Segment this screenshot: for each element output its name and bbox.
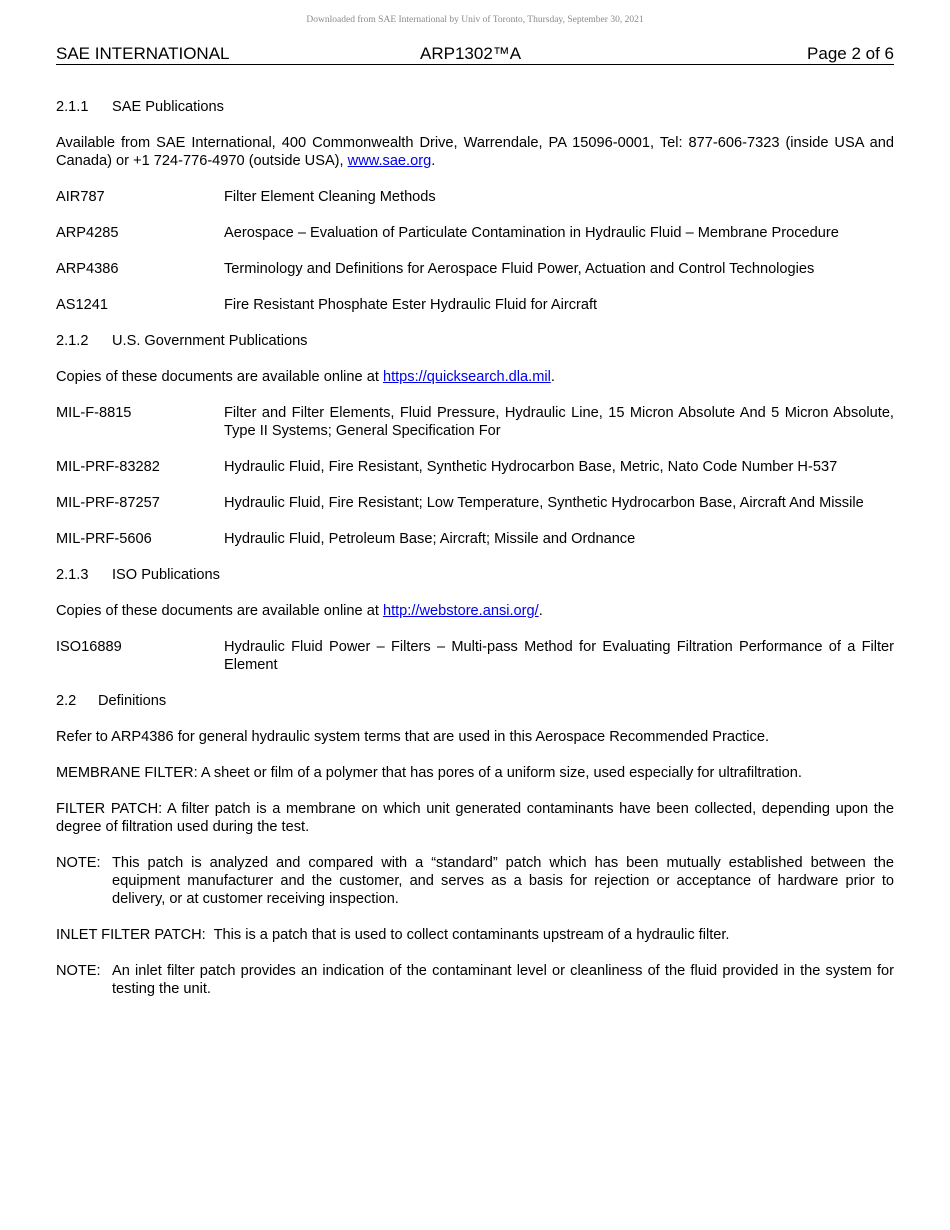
reference-title: Filter and Filter Elements, Fluid Pressure, Hydraulic Line, 15 Micron Absolute And 5 Micron Absolute, Type II Systems; General Specification For [224, 405, 894, 439]
reference-id: ARP4285 [56, 225, 119, 241]
ansi-webstore-link[interactable]: http://webstore.ansi.org/ [382, 603, 539, 619]
reference-title: Filter Element Cleaning Methods [224, 189, 436, 205]
note-text: This patch is analyzed and compared with a “standard” patch which has been mutually established between the equipment manufacturer and the customer, and serves as a basis for rejection or acceptance of hardware prior to delivery, or at customer receiving inspection. [112, 855, 894, 907]
reference-title: Hydraulic Fluid, Fire Resistant; Low Temperature, Synthetic Hydrocarbon Base, Aircraft And Missile [224, 495, 864, 511]
document-body [56, 98, 894, 1016]
reference-id: MIL-F-8815 [56, 405, 132, 421]
definition-filter-patch: FILTER PATCH: A filter patch is a membrane on which unit generated contaminants have been collected, depending upon the degree of filtration used during the test. [56, 801, 894, 835]
reference-row [56, 638, 894, 674]
reference-row [56, 188, 894, 206]
reference-id: ISO16889 [56, 639, 122, 655]
reference-row [56, 224, 894, 242]
iso-availability-paragraph [56, 602, 894, 620]
definitions-intro: Refer to ARP4386 for general hydraulic system terms that are used in this Aerospace Recommended Practice. [56, 729, 770, 745]
reference-row [56, 494, 894, 512]
reference-id: ARP4386 [56, 261, 119, 277]
reference-title: Hydraulic Fluid Power – Filters – Multi-pass Method for Evaluating Filtration Performance of a Filter Element [224, 639, 894, 673]
reference-id: AS1241 [56, 297, 108, 313]
section-heading-2-1-3 [56, 566, 894, 584]
punctuation: . [538, 603, 543, 619]
reference-title: Hydraulic Fluid, Petroleum Base; Aircraft; Missile and Ordnance [224, 531, 636, 547]
sae-website-link[interactable]: www.sae.org [347, 153, 432, 169]
reference-title: Terminology and Definitions for Aerospace Fluid Power, Actuation and Control Technologies [224, 261, 815, 277]
dla-quicksearch-link[interactable]: https://quicksearch.dla.mil [382, 369, 551, 385]
page-header [56, 44, 894, 65]
note-label: NOTE: [56, 855, 101, 871]
section-title: Definitions [98, 693, 167, 709]
section-title: ISO Publications [112, 567, 220, 583]
reference-row [56, 260, 894, 278]
definition-inlet-filter-patch: INLET FILTER PATCH: This is a patch that is used to collect contaminants upstream of a hydraulic filter. [56, 927, 730, 943]
reference-id: AIR787 [56, 189, 105, 205]
section-number: 2.1.1 [56, 99, 89, 115]
header-document-number: ARP1302™A [420, 44, 522, 63]
gov-availability-paragraph [56, 368, 894, 386]
note-label: NOTE: [56, 963, 101, 979]
paragraph-text: Available from SAE International, 400 Commonwealth Drive, Warrendale, PA 15096-0001, Tel: 877-606-7323 (inside USA and Canada) or +1 724-776-4970 (outside USA), [56, 135, 894, 169]
reference-title: Hydraulic Fluid, Fire Resistant, Synthetic Hydrocarbon Base, Metric, Nato Code Number H-537 [224, 459, 838, 475]
section-heading-2-1-2 [56, 332, 894, 350]
reference-title: Fire Resistant Phosphate Ester Hydraulic Fluid for Aircraft [224, 297, 598, 313]
section-heading-2-2 [56, 692, 894, 710]
header-page-number: Page 2 of 6 [807, 44, 894, 63]
reference-row [56, 404, 894, 440]
reference-row [56, 296, 894, 314]
reference-row [56, 530, 894, 548]
reference-id: MIL-PRF-83282 [56, 459, 160, 475]
section-number: 2.1.2 [56, 333, 89, 349]
reference-row [56, 458, 894, 476]
section-heading-2-1-1 [56, 98, 894, 116]
punctuation: . [550, 369, 555, 385]
reference-title: Aerospace – Evaluation of Particulate Contamination in Hydraulic Fluid – Membrane Procedure [224, 225, 839, 241]
download-watermark: Downloaded from SAE International by Univ of Toronto, Thursday, September 30, 2021 [306, 15, 644, 25]
note-text: An inlet filter patch provides an indication of the contaminant level or cleanliness of the fluid provided in the system for testing the unit. [112, 963, 894, 997]
section-number: 2.2 [56, 693, 77, 709]
sae-availability-paragraph [56, 134, 894, 170]
reference-id: MIL-PRF-87257 [56, 495, 160, 511]
section-number: 2.1.3 [56, 567, 89, 583]
section-title: U.S. Government Publications [112, 333, 308, 349]
note-block [56, 962, 894, 998]
definition-membrane-filter: MEMBRANE FILTER: A sheet or film of a polymer that has pores of a uniform size, used especially for ultrafiltration. [56, 765, 802, 781]
header-publisher: SAE INTERNATIONAL [56, 44, 230, 63]
section-title: SAE Publications [112, 99, 224, 115]
paragraph-text: Copies of these documents are available online at [56, 369, 379, 385]
note-block [56, 854, 894, 908]
reference-id: MIL-PRF-5606 [56, 531, 152, 547]
paragraph-text: Copies of these documents are available online at [56, 603, 379, 619]
punctuation: . [431, 153, 436, 169]
